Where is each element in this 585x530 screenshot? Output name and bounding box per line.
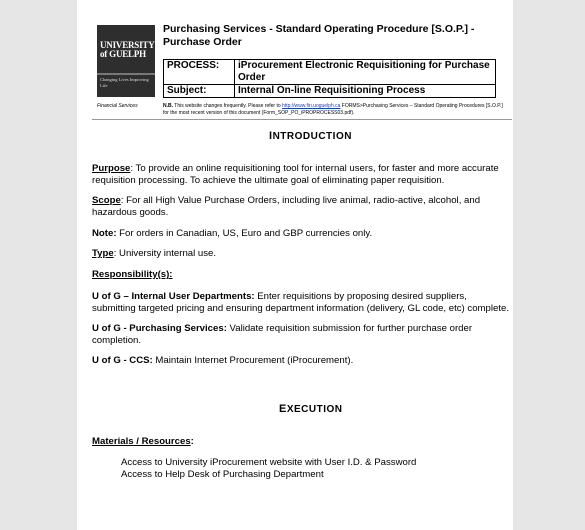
process-value: iProcurement Electronic Requisitioning for Purchase Order	[235, 60, 496, 85]
notice-pre: This website changes frequently. Please refer to	[173, 103, 283, 109]
notice-post: FORMS>Purchasing Services – Standard Operating Procedures [S.O.P.] for the most recent version of this document (Form_SOP_PO_iPROPROCESS03.pdf).	[163, 103, 503, 116]
department-label: Financial Services	[97, 103, 138, 109]
scope-text: : For all High Value Purchase Orders, including live animal, radio-active, alcohol, and hazardous goods.	[92, 195, 481, 218]
type-paragraph	[92, 248, 512, 260]
intro-rest: NTRODUCTION	[272, 131, 352, 142]
note-paragraph	[92, 228, 512, 240]
resp-ccs-paragraph	[92, 355, 512, 367]
logo-divider	[97, 73, 155, 75]
note-text: For orders in Canadian, US, Euro and GBP currencies only.	[116, 228, 373, 239]
process-table	[163, 59, 496, 98]
subject-row	[164, 85, 496, 98]
resp-purchasing-text: Validate requisition submission for further purchase order completion.	[92, 323, 473, 346]
process-row	[164, 60, 496, 85]
intro-cap: I	[269, 130, 273, 142]
notice-nb: N.B.	[163, 103, 173, 109]
purpose-text: : To provide an online requisitioning tool for internal users, for faster and more accurate requisition processing. To achieve the ultimate goal of eliminating paper requisition.	[92, 163, 499, 186]
process-label: PROCESS:	[164, 60, 235, 85]
purpose-label: Purpose	[92, 163, 131, 174]
responsibility-heading: Responsibility(s):	[92, 269, 173, 280]
list-item: Access to Help Desk of Purchasing Department	[121, 469, 324, 480]
resp-ccs-label: U of G - CCS:	[92, 355, 153, 366]
execution-heading	[279, 403, 343, 415]
materials-colon: :	[190, 436, 194, 447]
materials-list	[121, 457, 416, 481]
scope-paragraph	[92, 195, 512, 219]
resp-internal-text: Enter requisitions by proposing desired suppliers, submitting targeted pricing and ensuring department information (delivery, GL code, etc) complete.	[92, 291, 510, 314]
document-title: Purchasing Services - Standard Operating Procedure [S.O.P.] - Purchase Order	[163, 23, 475, 48]
exec-rest: XECUTION	[286, 404, 343, 415]
resp-ccs-text: Maintain Internet Procurement (iProcurement).	[152, 355, 354, 366]
subject-value: Internal On-line Requisitioning Process	[235, 85, 496, 98]
resp-internal-label: U of G – Internal User Departments:	[92, 291, 255, 302]
resp-internal-paragraph	[92, 291, 512, 315]
note-label: Note:	[92, 228, 117, 239]
university-logo	[97, 25, 155, 97]
logo-tagline: Changing Lives Improving Life	[100, 77, 149, 88]
scope-label: Scope	[92, 195, 121, 206]
finance-website-link[interactable]: http://www.fin.uoguelph.ca	[282, 103, 341, 109]
logo-wordmark: UNIVERSITY of GUELPH	[100, 40, 155, 59]
introduction-heading	[269, 130, 352, 142]
materials-heading: Materials / Resources:	[92, 436, 194, 447]
resp-purchasing-paragraph	[92, 323, 512, 347]
subject-label: Subject:	[164, 85, 235, 98]
type-label: Type	[92, 248, 114, 259]
type-text: : University internal use.	[113, 248, 217, 259]
list-item: Access to University iProcurement website with User I.D. & Password	[121, 457, 417, 468]
resp-purchasing-label: U of G - Purchasing Services:	[92, 323, 227, 334]
notice-text	[163, 103, 508, 117]
exec-cap: E	[279, 403, 287, 415]
header-divider	[92, 119, 512, 120]
purpose-paragraph	[92, 163, 512, 187]
